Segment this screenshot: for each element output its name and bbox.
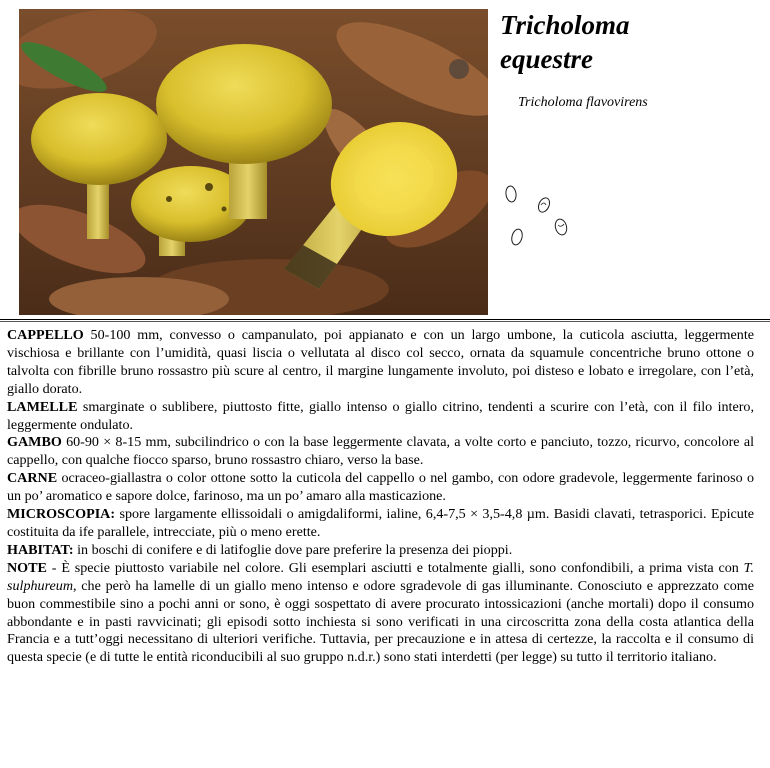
label-microscopia: MICROSCOPIA: (7, 506, 116, 523)
text-lamelle: smarginate o sublibere, piuttosto fitte, giallo intenso o giallo citrino, tendenti a scurire con l’età, con il filo intero, leggermente ondulato. (7, 398, 754, 433)
synonym: Tricholoma flavovirens (518, 95, 648, 110)
text-carne: ocraceo-giallastra o color ottone sotto la cuticola del cappello o nel gambo, con odore gradevole, leggermente farinoso o un po’ aromatico e sapore dolce, farinoso, ma un po’ amaro alla masticazione. (7, 470, 754, 505)
label-lamelle: LAMELLE (7, 398, 78, 415)
label-carne: CARNE (7, 470, 58, 487)
label-habitat: HABITAT: (7, 541, 74, 558)
text-note-b: , che però ha lamelle di un giallo meno intenso e odore sgradevole di gas illuminante. Conosciuto e apprezzato come buon commestibile sino a pochi anni or sono, è oggi sospettato di avere procurato intossicazioni (anche mortali) dopo il consumo abbondante e in pasti ravvicinati; gli episodi sotto inchiesta si sono verificati in una circoscritta zona della costa atlantica della Francia e a tutt’oggi necessitano di ulteriori verifiche. Tuttavia, per precauzione e in attesa di certezze, la raccolta e il consumo di questa specie (e di tutte le entità riconducibili al suo gruppo n.d.r.) sono stati interdetti (per legge) su tutto il territorio italiano. (7, 577, 754, 666)
title-species: equestre (500, 44, 593, 74)
section-microscopia (7, 506, 754, 542)
label-gambo: GAMBO (7, 434, 62, 451)
section-note (7, 560, 754, 667)
section-divider (0, 319, 770, 322)
section-habitat (7, 542, 754, 560)
section-cappello (7, 327, 754, 399)
mushroom-illustration (19, 9, 488, 315)
text-note-a: - È specie piuttosto variabile nel colore. Gli esemplari asciutti e totalmente gialli, sono confondibili, a prima vista con (46, 559, 744, 576)
section-lamelle (7, 399, 754, 435)
title-genus: Tricholoma (500, 10, 630, 40)
text-note-italic: T. sulphureum (7, 559, 754, 594)
text-cappello: 50-100 mm, convesso o campanulato, poi appianato e con un largo umbone, la cuticola asciutta, leggermente vischiosa e brillante con l’umidità, quasi liscia o vellutata al disco col secco, ornata da squamule concentriche bruno ottone o talvolta con fibrille bruno rossastro più scure al centro, il margine lungamente involuto, poi disteso e lobato e irregolare, con l’età, giallo dorato. (7, 327, 754, 397)
text-gambo: 60-90 × 8-15 mm, subcilindrico o con la base leggermente clavata, a volte corto e panciuto, tozzo, ricurvo, concolore al cappello, con qualche fiocco sparso, bruno rossastro chiaro, verso la base. (7, 434, 754, 469)
spore-drawings (500, 178, 580, 250)
text-habitat: in boschi di conifere e di latifoglie dove pare preferire la presenza dei pioppi. (73, 541, 513, 558)
mushroom-photo (19, 9, 488, 315)
species-description (7, 327, 754, 667)
section-gambo (7, 434, 754, 470)
text-microscopia: spore largamente ellissoidali o amigdaliformi, ialine, 6,4-7,5 × 3,5-4,8 µm. Basidi clavati, tetrasporici. Epicute costituita da ife parallele, intrecciate, più o meno erette. (7, 506, 754, 540)
label-note: NOTE (7, 559, 47, 576)
label-cappello: CAPPELLO (7, 327, 84, 343)
section-carne (7, 470, 754, 506)
